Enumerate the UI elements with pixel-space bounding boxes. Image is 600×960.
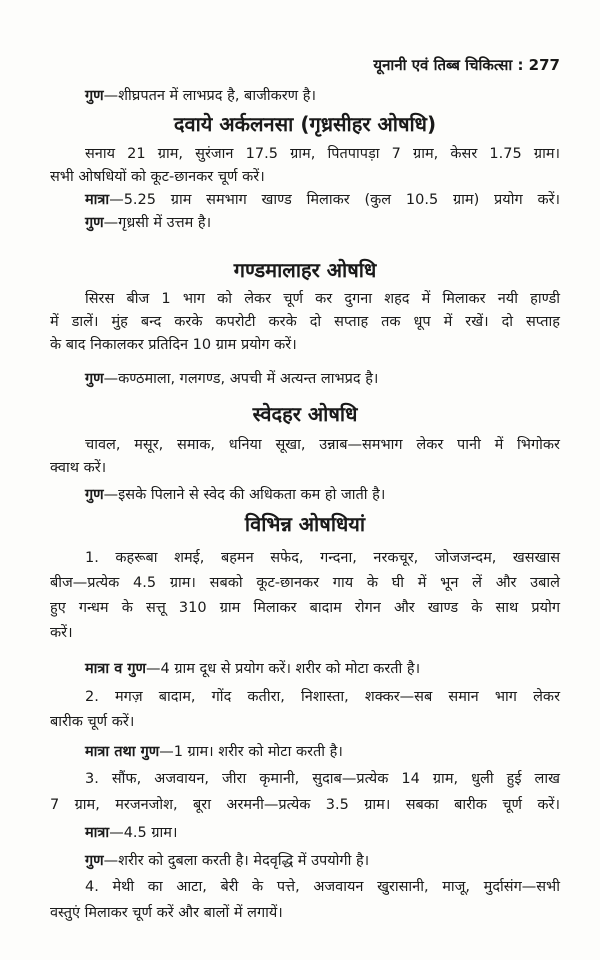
text: —गृध्रसी में उत्तम है। (103, 215, 212, 231)
paragraph-line: 4. मेथी का आटा, बेरी के पत्ते, अजवायन खुरासानी, माजू, मुर्दासंग—सभी (85, 879, 560, 895)
property-line (85, 212, 560, 234)
text: —4.5 ग्राम। (109, 825, 178, 841)
text: —5.25 ग्राम समभाग खाण्ड मिलाकर (कुल 10.5 ग्राम) प्रयोग करें। (109, 192, 560, 208)
paragraph-line: बारीक चूर्ण करें। (50, 714, 135, 730)
dosage-line (85, 189, 560, 211)
label: गुण (85, 487, 104, 503)
dosage-property-line (85, 741, 560, 763)
section-heading: दवाये अर्कलनसा (गृध्रसीहर ओषधि) (173, 112, 437, 136)
paragraph-line: सभी ओषधियों को कूट-छानकर चूर्ण करें। (50, 169, 265, 185)
paragraph-line: सनाय 21 ग्राम, सुरंजान 17.5 ग्राम, पितपापड़ा 7 ग्राम, केसर 1.75 ग्राम। (85, 146, 560, 162)
property-line (85, 484, 560, 506)
paragraph-line: सिरस बीज 1 भाग को लेकर चूर्ण कर दुगना शहद में मिलाकर नयी हाण्डी (85, 291, 560, 307)
paragraph-line: 7 ग्राम, मरजनजोश, बूरा अरमनी—प्रत्येक 3.5 ग्राम। सबका बारीक चूर्ण करें। (50, 797, 560, 813)
text: —1 ग्राम। शरीर को मोटा करती है। (159, 744, 343, 760)
label: मात्रा तथा गुण (85, 744, 160, 760)
paragraph-line: क्वाथ करें। (50, 460, 107, 476)
paragraph-line: में डालें। मुंह बन्द करके कपरोटी करके दो सप्ताह तक धूप में रखें। दो सप्ताह (50, 314, 560, 330)
paragraph-line: वस्तुएं मिलाकर चूर्ण करें और बालों में लगायें। (50, 905, 283, 921)
label: गुण (85, 88, 104, 104)
property-line (85, 368, 560, 390)
paragraph-line: 3. सौंफ, अजवायन, जीरा कृमानी, सुदाब—प्रत्येक 14 ग्राम, धुली हुई लाख (85, 771, 560, 787)
text: —4 ग्राम दूध से प्रयोग करें। शरीर को मोटा करती है। (146, 661, 421, 677)
paragraph-line: के बाद निकालकर प्रतिदिन 10 ग्राम प्रयोग करें। (50, 337, 297, 353)
section-heading: गण्डमालाहर ओषधि (233, 258, 377, 282)
running-head: यूनानी एवं तिब्ब चिकित्सा : 277 (373, 56, 560, 74)
property-line (85, 850, 560, 872)
paragraph-line: चावल, मसूर, समाक, धनिया सूखा, उन्नाब—समभाग लेकर पानी में भिगोकर (85, 437, 560, 453)
label: मात्रा (85, 192, 110, 208)
label: गुण (85, 215, 104, 231)
dosage-property-line (85, 658, 560, 680)
label: मात्रा (85, 825, 110, 841)
paragraph-line: 2. मगज़ बादाम, गोंद कतीरा, निशास्ता, शक्कर—सब समान भाग लेकर (85, 689, 560, 705)
dosage-line (85, 822, 560, 844)
text: —कण्ठमाला, गलगण्ड, अपची में अत्यन्त लाभप्रद है। (103, 371, 379, 387)
text: —इसके पिलाने से स्वेद की अधिकता कम हो जाती है। (103, 487, 386, 503)
paragraph-line: 1. कहरूबा शमई, बहमन सफेद, गन्दना, नरकचूर, जोजजन्दम, खसखास (85, 550, 560, 566)
paragraph-line: बीज—प्रत्येक 4.5 ग्राम। सबको कूट-छानकर गाय के घी में भून लें और उबाले (50, 575, 560, 591)
paragraph-line: हुए गन्धम के सत्तू 310 ग्राम मिलाकर बादाम रोगन और खाण्ड के साथ प्रयोग (50, 600, 560, 616)
paragraph-line: करें। (50, 625, 73, 641)
property-line (85, 85, 560, 107)
label: गुण (85, 853, 104, 869)
label: मात्रा व गुण (85, 661, 146, 677)
text: —शीघ्रपतन में लाभप्रद है, बाजीकरण है। (103, 88, 316, 104)
section-heading: विभिन्न ओषधियां (244, 512, 366, 536)
text: —शरीर को दुबला करती है। मेदवृद्धि में उपयोगी है। (103, 853, 370, 869)
label: गुण (85, 371, 104, 387)
section-heading: स्वेदहर ओषधि (252, 402, 358, 426)
